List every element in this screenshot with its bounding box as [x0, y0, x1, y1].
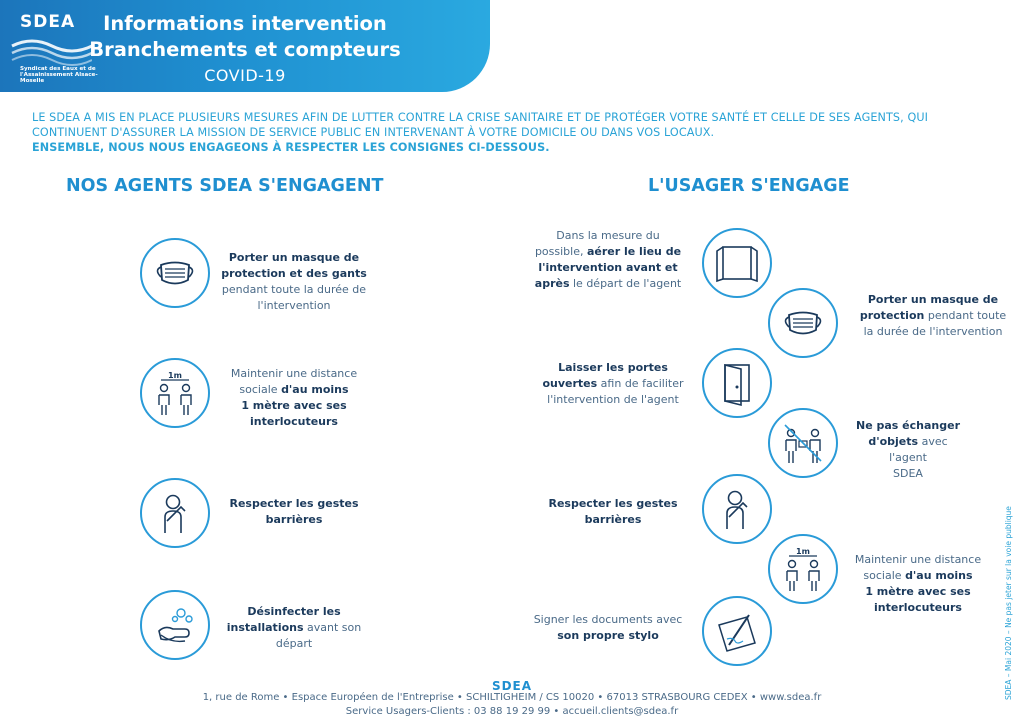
- agents-section-title: NOS AGENTS SDEA S'ENGAGENT: [66, 176, 384, 196]
- agent-item-distance-text: Maintenir une distance sociale d'au moins 1 mètre avec ses interlocuteurs: [230, 367, 358, 428]
- no-exchange-icon: [779, 419, 827, 467]
- user-item-aerate-text: Dans la mesure du possible, aérer le lieu de l'intervention avant et après le départ de l'agent: [534, 229, 682, 290]
- user-item-barrier-text: Respecter les gestes barrières: [548, 497, 678, 526]
- mask-icon: [779, 299, 827, 347]
- footer-address: 1, rue de Rome • Espace Européen de l'Entreprise • SCHILTIGHEIM / CS 10020 • 67013 STRASBOURG CEDEX • www.sdea.fr: [202, 692, 822, 703]
- distance-icon: [151, 369, 199, 417]
- footer-brand: SDEA: [491, 679, 533, 693]
- svg-text:1m: 1m: [796, 547, 810, 556]
- user-barrier-circle: [702, 474, 772, 544]
- user-pen-circle: [702, 596, 772, 666]
- intro-line-3: ENSEMBLE, NOUS NOUS ENGAGEONS À RESPECTER LES CONSIGNES CI-DESSOUS.: [32, 141, 550, 154]
- user-section-title: L'USAGER S'ENGAGE: [648, 176, 850, 196]
- footer-contact: Service Usagers-Clients : 03 88 19 29 99 • accueil.clients@sdea.fr: [345, 706, 679, 717]
- intro-line-2: CONTINUENT D'ASSURER LA MISSION DE SERVICE PUBLIC EN INTERVENANT À VOTRE DOMICILE OU DANS VOS LOCAUX.: [32, 126, 715, 139]
- user-item-no-exchange-text: Ne pas échanger d'objets avec l'agent SDEA: [856, 419, 960, 480]
- header-banner: [0, 0, 490, 92]
- intro-line-1: LE SDEA A MIS EN PLACE PLUSIEURS MESURES AFIN DE LUTTER CONTRE LA CRISE SANITAIRE ET DE PROTÉGER VOTRE SANTÉ ET CELLE DE SES AGENTS, QUI: [32, 111, 929, 124]
- agent-mask-circle: [140, 238, 210, 308]
- user-distance-circle: [768, 534, 838, 604]
- mask-icon: [151, 249, 199, 297]
- user-item-doors-text: Laisser les portes ouvertes afin de faciliter l'intervention de l'agent: [542, 361, 684, 406]
- distance-icon: [779, 545, 827, 593]
- svg-text:1m: 1m: [168, 371, 182, 380]
- title-line-3: COVID-19: [204, 66, 286, 85]
- user-window-circle: [702, 228, 772, 298]
- door-icon: [713, 359, 761, 407]
- logo-name: SDEA: [20, 12, 76, 32]
- agent-item-mask-text: Porter un masque de protection et des gants pendant toute la durée de l'intervention: [221, 251, 367, 312]
- user-no-exchange-circle: [768, 408, 838, 478]
- user-item-pen-text: Signer les documents avec son propre stylo: [533, 613, 683, 642]
- agent-distance-circle: [140, 358, 210, 428]
- agent-disinfect-circle: [140, 590, 210, 660]
- side-note: SDEA – Mai 2020 – Ne pas jeter sur la voie publique: [1004, 506, 1013, 700]
- agent-barrier-circle: [140, 478, 210, 548]
- window-icon: [713, 239, 761, 287]
- cough-icon: [713, 485, 761, 533]
- user-item-distance-text: Maintenir une distance sociale d'au moins 1 mètre avec ses interlocuteurs: [854, 553, 982, 614]
- agent-item-barrier-text: Respecter les gestes barrières: [229, 497, 359, 526]
- user-item-mask-text: Porter un masque de protection pendant toute la durée de l'intervention: [859, 293, 1007, 338]
- agent-item-disinfect-text: Désinfecter les installations avant son départ: [226, 605, 362, 650]
- title-line-2: Branchements et compteurs: [89, 38, 401, 61]
- intro-text: [32, 110, 1007, 155]
- cough-icon: [151, 489, 199, 537]
- handwash-icon: [151, 601, 199, 649]
- user-mask-circle: [768, 288, 838, 358]
- pen-icon: [713, 607, 761, 655]
- user-door-circle: [702, 348, 772, 418]
- title-line-1: Informations intervention: [103, 12, 387, 35]
- logo-subtitle: Syndicat des Eaux et de l'Assainissement Alsace-Moselle: [20, 66, 98, 85]
